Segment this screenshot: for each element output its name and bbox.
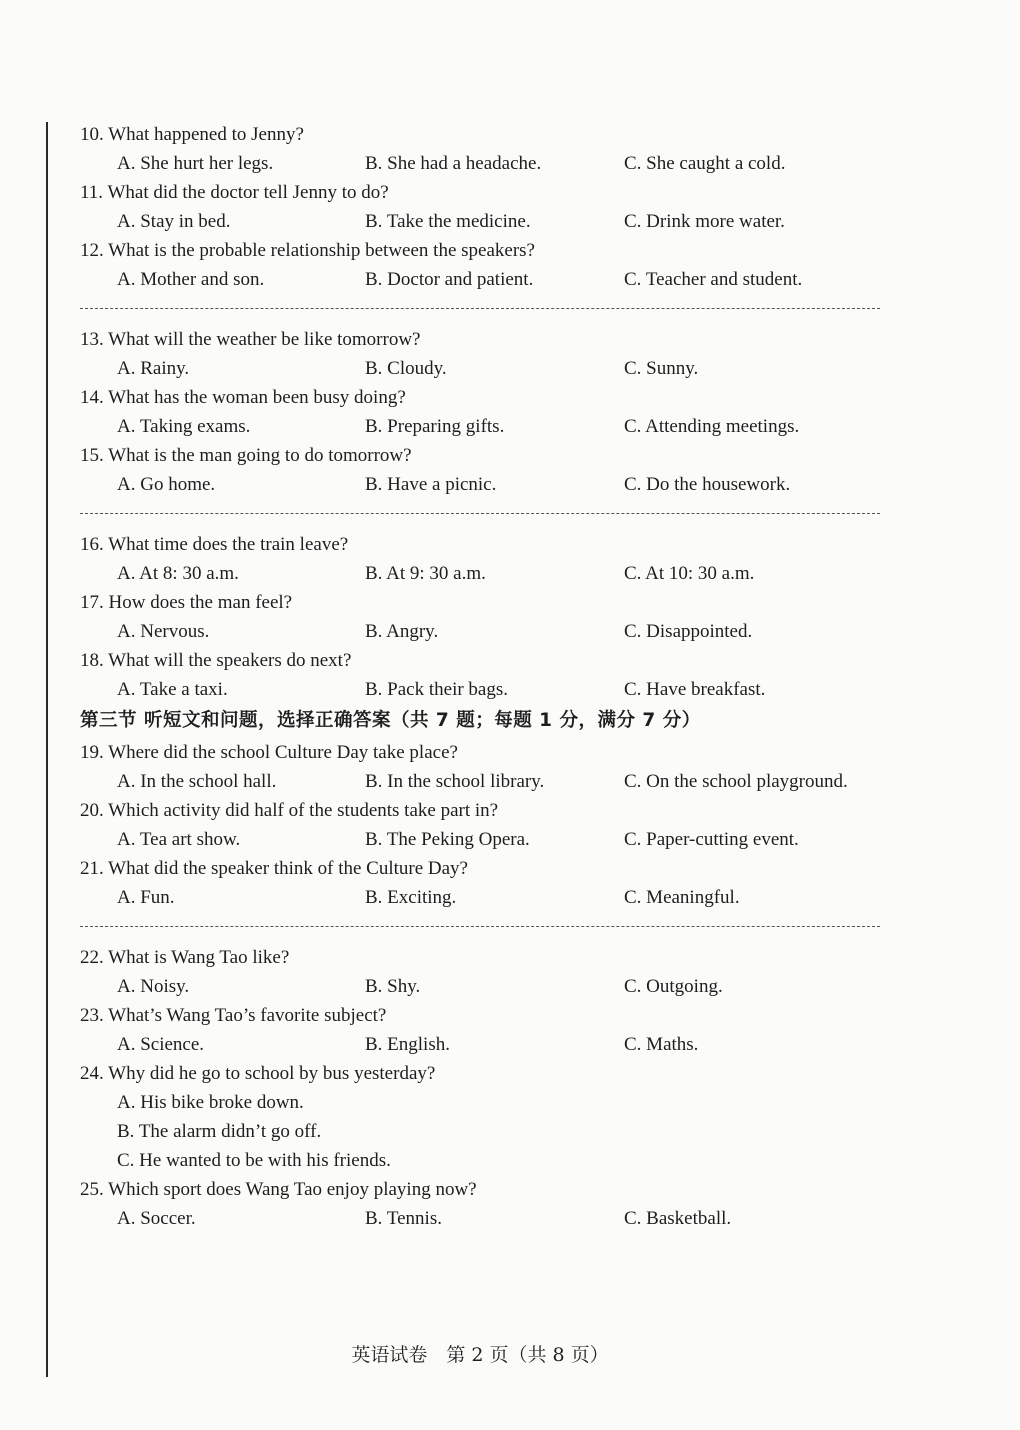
option-b: B. In the school library.	[365, 771, 545, 792]
question-23	[80, 1001, 890, 1059]
question-list	[80, 120, 890, 1233]
question-text: 16. What time does the train leave?	[80, 534, 349, 555]
option-a: A. Take a taxi.	[117, 679, 228, 700]
option-c: C. Attending meetings.	[624, 416, 800, 437]
option-a: A. Taking exams.	[117, 416, 251, 437]
option-c: C. She caught a cold.	[624, 153, 786, 174]
option-b: B. Tennis.	[365, 1208, 442, 1229]
option-a: A. His bike broke down.	[117, 1092, 304, 1113]
question-11	[80, 178, 890, 236]
option-a: A. In the school hall.	[117, 771, 277, 792]
dashed-divider	[80, 308, 880, 309]
question-text: 14. What has the woman been busy doing?	[80, 387, 406, 408]
question-text: 22. What is Wang Tao like?	[80, 947, 290, 968]
section-3-heading: 第三节 听短文和问题，选择正确答案（共 7 题；每题 1 分，满分 7 分）	[80, 710, 701, 731]
option-b: B. Angry.	[365, 621, 439, 642]
question-group-5	[80, 943, 890, 1233]
options-row	[80, 617, 890, 646]
question-10	[80, 120, 890, 178]
option-c: C. On the school playground.	[624, 771, 848, 792]
question-19	[80, 738, 890, 796]
option-b: B. Shy.	[365, 976, 421, 997]
option-a: A. She hurt her legs.	[117, 153, 274, 174]
page-footer: 英语试卷 第 2 页（共 8 页）	[351, 1344, 609, 1366]
dashed-divider	[80, 513, 880, 514]
option-a: A. Science.	[117, 1034, 205, 1055]
dashed-divider	[80, 926, 880, 927]
question-text: 15. What is the man going to do tomorrow?	[80, 445, 412, 466]
option-c: C. Teacher and student.	[624, 269, 803, 290]
question-group-1	[80, 120, 890, 294]
question-text: 17. How does the man feel?	[80, 592, 293, 613]
option-c: C. Meaningful.	[624, 887, 740, 908]
question-14	[80, 383, 890, 441]
options-row	[80, 559, 890, 588]
option-b: B. Exciting.	[365, 887, 457, 908]
option-a: A. Nervous.	[117, 621, 210, 642]
option-a: A. Go home.	[117, 474, 216, 495]
question-text: 18. What will the speakers do next?	[80, 650, 352, 671]
options-row	[80, 149, 890, 178]
option-a: A. Soccer.	[117, 1208, 196, 1229]
question-20	[80, 796, 890, 854]
question-25	[80, 1175, 890, 1233]
option-a: A. Noisy.	[117, 976, 190, 997]
options-row	[80, 207, 890, 236]
option-c: C. Drink more water.	[624, 211, 785, 232]
option-a: A. Mother and son.	[117, 269, 265, 290]
option-c: C. Paper-cutting event.	[624, 829, 799, 850]
option-a: A. Fun.	[117, 887, 175, 908]
question-text: 13. What will the weather be like tomorrow?	[80, 329, 421, 350]
options-row	[80, 1204, 890, 1233]
option-c: C. Sunny.	[624, 358, 699, 379]
question-21	[80, 854, 890, 912]
options-row	[80, 883, 890, 912]
option-b: B. Take the medicine.	[365, 211, 531, 232]
question-group-4	[80, 738, 890, 912]
options-row	[80, 265, 890, 294]
option-c: C. Maths.	[624, 1034, 699, 1055]
options-row	[80, 412, 890, 441]
question-13	[80, 325, 890, 383]
option-a: A. At 8: 30 a.m.	[117, 563, 239, 584]
question-text: 19. Where did the school Culture Day take place?	[80, 742, 458, 763]
option-c: C. Do the housework.	[624, 474, 791, 495]
option-b: B. Pack their bags.	[365, 679, 509, 700]
option-c: C. Basketball.	[624, 1208, 732, 1229]
question-group-2	[80, 325, 890, 499]
question-text: 20. Which activity did half of the students take part in?	[80, 800, 499, 821]
margin-line	[46, 122, 48, 1377]
option-b: B. At 9: 30 a.m.	[365, 563, 486, 584]
option-c: C. At 10: 30 a.m.	[624, 563, 755, 584]
option-c: C. Disappointed.	[624, 621, 753, 642]
question-text: 23. What’s Wang Tao’s favorite subject?	[80, 1005, 387, 1026]
option-b: B. The Peking Opera.	[365, 829, 530, 850]
options-row	[80, 767, 890, 796]
question-12	[80, 236, 890, 294]
option-c: C. Have breakfast.	[624, 679, 766, 700]
option-c: C. He wanted to be with his friends.	[117, 1150, 391, 1171]
option-a: A. Tea art show.	[117, 829, 241, 850]
question-18	[80, 646, 890, 704]
option-b: B. Cloudy.	[365, 358, 447, 379]
options-row	[80, 1030, 890, 1059]
question-text: 21. What did the speaker think of the Culture Day?	[80, 858, 468, 879]
options-row	[80, 470, 890, 499]
option-c: C. Outgoing.	[624, 976, 723, 997]
question-text: 12. What is the probable relationship between the speakers?	[80, 240, 535, 261]
option-b: B. She had a headache.	[365, 153, 542, 174]
options-row	[80, 675, 890, 704]
option-b: B. Have a picnic.	[365, 474, 497, 495]
option-b: B. The alarm didn’t go off.	[117, 1121, 322, 1142]
options-row	[80, 354, 890, 383]
options-row	[80, 972, 890, 1001]
option-a: A. Stay in bed.	[117, 211, 231, 232]
option-a: A. Rainy.	[117, 358, 190, 379]
question-15	[80, 441, 890, 499]
option-b: B. Doctor and patient.	[365, 269, 534, 290]
question-text: 11. What did the doctor tell Jenny to do?	[80, 182, 389, 203]
question-24	[80, 1059, 890, 1175]
question-17	[80, 588, 890, 646]
question-text: 25. Which sport does Wang Tao enjoy playing now?	[80, 1179, 477, 1200]
question-text: 24. Why did he go to school by bus yesterday?	[80, 1063, 436, 1084]
question-22	[80, 943, 890, 1001]
option-b: B. English.	[365, 1034, 450, 1055]
option-b: B. Preparing gifts.	[365, 416, 505, 437]
question-16	[80, 530, 890, 588]
question-group-3	[80, 530, 890, 704]
options-row	[80, 825, 890, 854]
question-text: 10. What happened to Jenny?	[80, 124, 304, 145]
